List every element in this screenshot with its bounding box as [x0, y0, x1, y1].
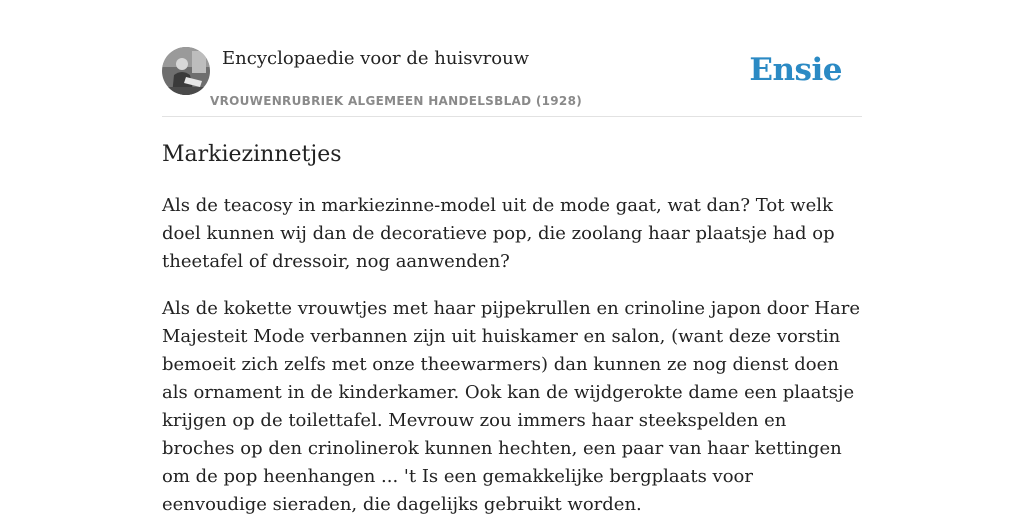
article-title: Markiezinnetjes: [162, 142, 342, 167]
site-subtitle: VROUWENRUBRIEK ALGEMEEN HANDELSBLAD (1928): [210, 94, 583, 108]
article-paragraph: Als de teacosy in markiezinne-model uit de mode gaat, wat dan? Tot welk doel kunnen wij dan de decoratieve pop, die zoolang haar plaatsje had op theetafel of dressoir, nog aanwenden?: [162, 195, 835, 272]
avatar[interactable]: [162, 47, 210, 95]
site-header: [162, 0, 862, 117]
site-title[interactable]: Encyclopaedie voor de huisvrouw: [222, 48, 530, 69]
article-paragraph: Als de kokette vrouwtjes met haar pijpekrullen en crinoline japon door Hare Majesteit Mode verbannen zijn uit huiskamer en salon, (want deze vorstin bemoeit zich zelfs met onze theewarmers) dan kunnen ze nog dienst doen als ornament in de kinderkamer. Ook kan de wijdgerokte dame een plaatsje krijgen op de toilettafel. Mevrouw zou immers haar steekspelden en broches op den crinolinerok kunnen hechten, een paar van haar kettingen om de pop heenhangen ... 't Is een gemakkelijke bergplaats voor eenvoudige sieraden, die dagelijks gebruikt worden.: [162, 298, 860, 515]
avatar-photo-icon: [162, 47, 210, 95]
page-container: [162, 0, 862, 515]
brand-logo[interactable]: Ensie: [749, 52, 842, 88]
